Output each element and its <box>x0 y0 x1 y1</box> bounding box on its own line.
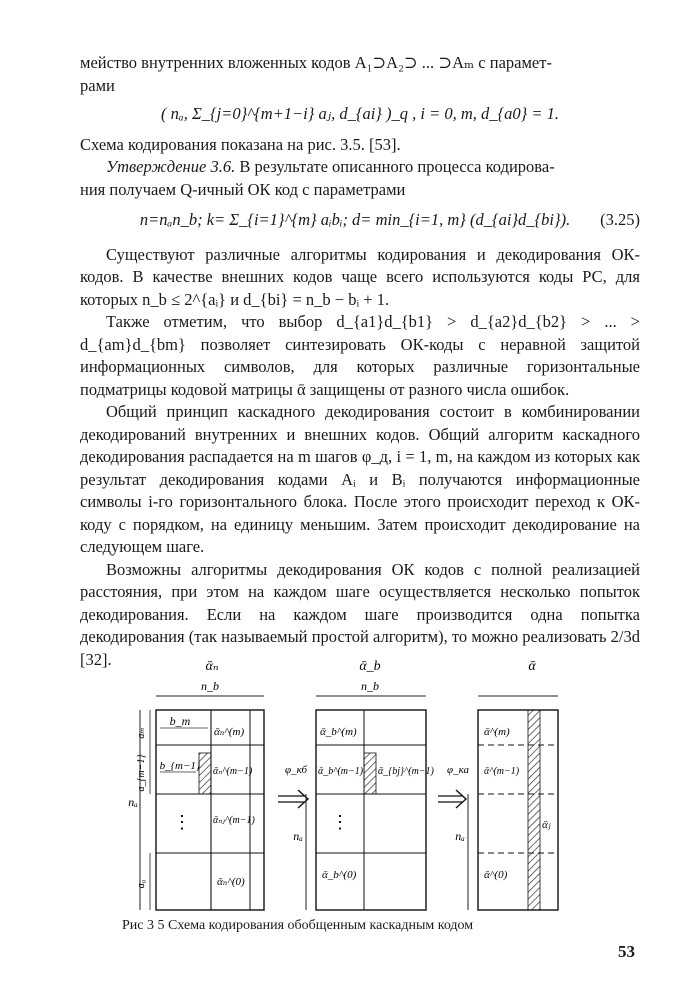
cell-label: ᾱ_{bj}^(m−1) <box>378 766 434 777</box>
text-line: Схема кодирования показана на рис. 3.5. [53]. <box>80 134 401 154</box>
arrow-phi-kb <box>278 764 308 808</box>
cell-label: ᾱₙⱼ^(m−1) <box>213 815 255 826</box>
dimension-label: nₐ <box>128 795 138 809</box>
text-line: ния получаем Q-ичный ОК код с параметрами <box>80 179 406 199</box>
paragraph: Общий принцип каскадного декодирования состоит в комбинировании декодирований внутренних и внешних кодов. Общий алгоритм каскадного декодирования распадается на m шагов φ_д, i = 1, m, на каждом из которых как результат декодирования кодами Aᵢ и Bᵢ получаются информационные символы i-го горизонтального блока. После этого происходит переход к ОК-коду с порядком, на единицу меньшим. Затем происходит декодирование на следующем шаге. <box>80 402 640 556</box>
arrow-phi-ka <box>438 764 469 808</box>
arrow-head <box>456 790 466 808</box>
ellipsis: ⋮ <box>173 812 191 832</box>
block-label: b_m <box>169 714 191 728</box>
dimension-label: n_b <box>201 679 219 693</box>
statement-paragraph <box>80 156 640 179</box>
figure-caption: Рис 3 5 Схема кодирования обобщенным каскадным кодом <box>122 918 474 933</box>
dimension-label: nₐ <box>455 829 465 843</box>
hatched-column <box>199 753 211 794</box>
cell-label: ᾱ_b^(m−1) <box>318 766 364 777</box>
matrix-title: ᾱ <box>528 659 536 674</box>
statement-text: В результате описанного процесса кодирова- <box>235 157 555 176</box>
paragraph: Также отметим, что выбор d_{a1}d_{b1} > d_{a2}d_{b2} > ... > d_{am}d_{bm} позволяет синтезировать ОК-коды с неравной защитой информационных символов, для которых различные горизонтальные подматрицы кодовой матрицы ᾱ защищены от разного числа ошибок. <box>80 312 640 399</box>
ellipsis: ⋮ <box>331 812 349 832</box>
matrix-alpha <box>455 659 558 910</box>
figure-3-5 <box>100 648 560 913</box>
block-label: b_{m−1} <box>159 760 201 772</box>
cell-label: ᾱ_b^(m) <box>320 726 357 738</box>
dimension-label: a₀ <box>136 879 147 889</box>
matrix-alpha-n <box>128 659 264 910</box>
text-line: рами <box>80 75 115 95</box>
cell-label: ᾱ_b^(0) <box>322 869 357 881</box>
cell-label: ᾱ^(m) <box>484 726 510 738</box>
matrix-frame <box>156 710 264 910</box>
hatched-column <box>364 753 376 794</box>
dimension-label: aₘ <box>136 727 147 739</box>
arrow-label: φ_кб <box>285 764 307 776</box>
dimension-label: nₐ <box>293 829 303 843</box>
cell-label: ᾱₙ^(m) <box>214 726 245 738</box>
equation-number: (3.25) <box>600 210 640 229</box>
cell-label: ᾱ^(0) <box>484 869 508 881</box>
paragraph: Возможны алгоритмы декодирования ОК кодов с полной реализацией расстояния, при этом на каждом шаге осуществляется несколько попыток декодирования. Если на каждом шаге производится одна попытка декодирования (так называемый простой алгоритм), то можно реализовать 2/3d [32]. <box>80 559 640 669</box>
statement-label: Утверждение 3.6. <box>106 157 236 176</box>
equation-body: n=nₐn_b; k= Σ_{i=1}^{m} aᵢbᵢ; d= min_{i=1, m} (d_{ai}d_{bi}). <box>139 210 571 229</box>
page-number: 53 <box>618 942 635 961</box>
cell-label: ᾱⱼ <box>542 819 551 831</box>
formula-parameters: ( nₐ, Σ_{j=0}^{m+1−i} aⱼ, d_{ai} )_q , i = 0, m, d_{a0} = 1. <box>161 104 559 123</box>
equation-3-25 <box>80 209 640 232</box>
arrow-label: φ_ка <box>447 764 469 776</box>
paragraph: Существуют различные алгоритмы кодирования и декодирования ОК-кодов. В качестве внешних кодов чаще всего используются коды РС, для которых n_b ≤ 2^{aᵢ} и d_{bi} = n_b − bᵢ + 1. <box>80 244 640 309</box>
matrix-title: ᾱₙ <box>205 659 219 674</box>
text-line: мейство внутренних вложенных кодов A₁⊃A₂⊃ ... ⊃Aₘ с парамет- <box>80 53 552 72</box>
page-body <box>80 52 640 671</box>
hatched-column <box>528 710 540 910</box>
cell-label: ᾱ^(m−1) <box>484 766 520 777</box>
matrix-alpha-b <box>293 659 434 910</box>
dimension-label: a_{m−1} <box>136 754 147 792</box>
matrix-title: ᾱ_b <box>359 659 381 674</box>
cell-label: ᾱₙ^(0) <box>217 876 245 888</box>
cell-label: ᾱₙ^(m−1) <box>213 766 253 777</box>
dimension-label: n_b <box>361 679 379 693</box>
